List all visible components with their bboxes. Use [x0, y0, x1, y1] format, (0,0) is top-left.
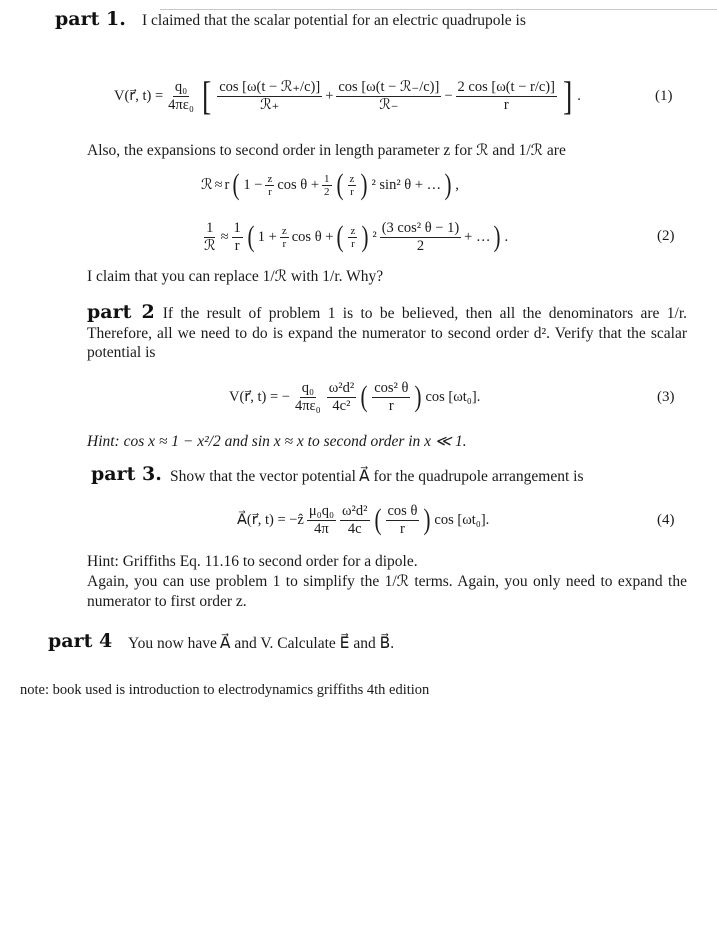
- fraction: [348, 173, 357, 198]
- denominator: r: [350, 185, 354, 198]
- parenthesis: ): [414, 380, 422, 413]
- math-text: ≈: [214, 176, 223, 193]
- fraction: [456, 79, 557, 114]
- denominator: r: [503, 96, 509, 113]
- denominator: 4c²: [332, 397, 351, 414]
- fraction: [232, 220, 243, 255]
- denominator: 4c: [347, 520, 362, 537]
- numerator: 1: [206, 219, 214, 236]
- math-text: ²: [372, 228, 377, 245]
- bracket: [: [201, 73, 212, 118]
- fraction: [265, 173, 274, 198]
- math-text: .: [504, 228, 509, 245]
- equation-1-number: (1): [655, 88, 673, 104]
- fraction: [386, 503, 420, 538]
- fraction: [217, 79, 322, 114]
- denominator: r: [400, 520, 405, 537]
- equation-1: [113, 66, 582, 126]
- fraction: [166, 79, 196, 114]
- numerator: cos θ: [387, 502, 418, 519]
- part4-heading: part 4: [48, 630, 113, 652]
- denominator: 2: [416, 237, 425, 254]
- math-text: A⃗(r⃗, t) = −ẑ: [237, 511, 304, 528]
- denominator: 2: [324, 185, 330, 198]
- denominator: ℛ₊: [260, 96, 280, 113]
- parenthesis: ): [361, 220, 369, 253]
- part3-heading: part 3.: [91, 463, 162, 485]
- numerator: (3 cos² θ − 1): [381, 219, 460, 236]
- numerator: q₀: [174, 78, 188, 95]
- fraction: [348, 225, 357, 250]
- denominator: r: [351, 237, 355, 250]
- math-text: V(r⃗, t) =: [114, 87, 164, 104]
- math-text: r: [224, 176, 230, 193]
- equation-2a: [200, 163, 460, 207]
- equation-4: [236, 495, 490, 545]
- denominator: ℛ₋: [379, 96, 399, 113]
- book-note: note: book used is introduction to electrodynamics griffiths 4th edition: [20, 682, 430, 698]
- denominator: r: [282, 237, 287, 250]
- parenthesis: ): [360, 168, 368, 201]
- denominator: r: [268, 185, 272, 198]
- math-text: ℛ: [201, 176, 213, 193]
- math-text: + …: [464, 228, 491, 245]
- numerator: z: [281, 224, 287, 237]
- numerator: z: [267, 172, 273, 185]
- denominator: 4π: [314, 520, 329, 537]
- fraction: [202, 220, 218, 255]
- parenthesis: (: [247, 220, 255, 253]
- denominator: r: [388, 397, 394, 414]
- part1-question: I claim that you can replace 1/ℛ with 1/r. Why?: [87, 268, 384, 285]
- numerator: ω²d²: [342, 502, 368, 519]
- math-text: −: [444, 87, 453, 104]
- fraction: [293, 380, 323, 415]
- part3-intro: Show that the vector potential A⃗ for the quadrupole arrangement is: [170, 468, 584, 485]
- part2-block: [87, 303, 687, 363]
- numerator: 1: [324, 172, 330, 185]
- part4-text: You now have A⃗ and V. Calculate E⃗ and B⃗.: [128, 635, 395, 652]
- math-text: ² sin² θ + …: [371, 176, 442, 193]
- math-text: 1 +: [257, 228, 277, 245]
- fraction: [327, 380, 357, 415]
- math-text: V(r⃗, t) = −: [229, 388, 290, 405]
- numerator: 2 cos [ω(t − r/c)]: [457, 78, 555, 95]
- denominator: 4πε₀: [168, 96, 194, 113]
- numerator: cos [ω(t − ℛ₊/c)]: [219, 78, 321, 95]
- numerator: ω²d²: [328, 379, 355, 396]
- parenthesis: (: [232, 168, 240, 201]
- equation-3-number: (3): [657, 389, 675, 405]
- parenthesis: (: [336, 168, 344, 201]
- bracket: ]: [562, 73, 573, 118]
- part1-intro: I claimed that the scalar potential for an electric quadrupole is: [142, 12, 526, 29]
- parenthesis: (: [374, 503, 381, 536]
- math-text: ,: [455, 176, 459, 193]
- top-divider: [160, 9, 717, 10]
- math-text: ≈: [220, 228, 229, 245]
- parenthesis: (: [360, 380, 368, 413]
- numerator: cos [ω(t − ℛ₋/c)]: [338, 78, 440, 95]
- fraction: [307, 503, 336, 538]
- fraction: [380, 220, 461, 255]
- equation-2-number: (2): [657, 228, 675, 244]
- math-text: .: [577, 87, 581, 104]
- numerator: 1: [233, 219, 241, 236]
- fraction: [280, 225, 289, 250]
- fraction: [372, 380, 410, 415]
- fraction: [322, 173, 332, 198]
- numerator: cos² θ: [374, 379, 409, 396]
- denominator: 4πε₀: [294, 397, 321, 414]
- denominator: ℛ: [204, 237, 216, 254]
- expansion-intro: Also, the expansions to second order in length parameter z for ℛ and 1/ℛ are: [87, 142, 566, 159]
- math-text: cos θ +: [277, 176, 320, 193]
- math-text: cos θ +: [291, 228, 334, 245]
- part2-heading: part 2: [87, 301, 155, 323]
- numerator: μ₀q₀: [308, 502, 334, 519]
- denominator: r: [234, 237, 240, 254]
- equation-2b: [200, 212, 509, 262]
- part2-text: If the result of problem 1 is to be believed, then all the denominators are 1/r. Therefore, all we need to do is expand the numerator to second order d². Verify that the scalar potential is: [87, 305, 688, 361]
- numerator: z: [350, 224, 356, 237]
- math-text: cos [ωt₀].: [434, 511, 490, 528]
- math-text: +: [325, 87, 334, 104]
- parenthesis: (: [336, 220, 344, 253]
- equation-4-number: (4): [657, 512, 675, 528]
- part3-hint-1: Hint: Griffiths Eq. 11.16 to second order for a dipole.: [87, 553, 418, 570]
- numerator: q₀: [301, 379, 314, 396]
- part2-hint: Hint: cos x ≈ 1 − x²/2 and sin x ≈ x to second order in x ≪ 1.: [87, 433, 467, 450]
- part1-heading: part 1.: [55, 8, 126, 30]
- parenthesis: ): [444, 168, 452, 201]
- parenthesis: ): [423, 503, 431, 536]
- math-text: 1 −: [243, 176, 263, 193]
- equation-3: [228, 372, 481, 422]
- fraction: [340, 503, 370, 538]
- part3-hint-2: Again, you can use problem 1 to simplify the 1/ℛ terms. Again, you only need to expand the numerator to first order z.: [87, 573, 687, 610]
- numerator: z: [349, 172, 355, 185]
- fraction: [336, 79, 441, 114]
- parenthesis: ): [493, 220, 501, 253]
- math-text: cos [ωt₀].: [425, 388, 481, 405]
